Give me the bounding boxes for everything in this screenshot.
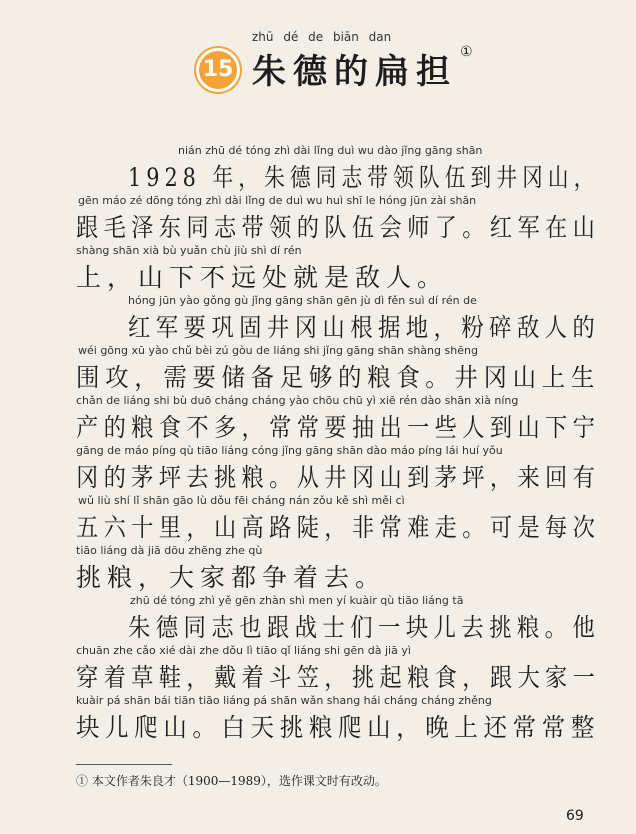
footnote-divider — [76, 764, 172, 765]
line-pinyin: kuàir pá shān bái tiān tiāo liáng pá shān wǎn shang hái cháng cháng zhěng — [76, 694, 492, 707]
line-pinyin: tiāo liáng dà jiā dōu zhēng zhe qù — [76, 544, 263, 557]
line-text: 围攻，需要储备足够的粮食。井冈山上生 — [76, 363, 600, 392]
line-text: 1928 年，朱德同志带领队伍到井冈山， — [128, 163, 600, 192]
line-text: 挑粮，大家都争着去。 — [76, 563, 387, 592]
line-text: 上，山下不远处就是敌人。 — [76, 263, 449, 292]
line-text: 块儿爬山。白天挑粮爬山，晚上还常常整 — [76, 713, 600, 742]
line-pinyin: hóng jūn yào gǒng gù jǐng gāng shān gēn jù dì fěn suì dí rén de — [128, 294, 477, 307]
text-line — [0, 394, 636, 444]
footnote: ① 本文作者朱良才（1900—1989），选作课文时有改动。 — [76, 774, 387, 788]
lesson-title: 朱德的扁担 — [252, 52, 457, 92]
text-line — [0, 344, 636, 394]
lesson-number-badge: 15 — [196, 48, 240, 92]
line-text: 产的粮食不多，常常要抽出一些人到山下宁 — [76, 413, 601, 442]
line-text: 跟毛泽东同志带领的队伍会师了。红军在山 — [76, 213, 601, 242]
line-pinyin: nián zhū dé tóng zhì dài lǐng duì wu dào jǐng gāng shān — [178, 144, 483, 157]
line-text: 冈的茅坪去挑粮。从井冈山到茅坪，来回有 — [76, 463, 601, 492]
line-pinyin: shàng shān xià bù yuǎn chù jiù shì dí rén — [76, 244, 302, 257]
line-text: 朱德同志也跟战士们一块儿去挑粮。他 — [128, 613, 601, 642]
text-line — [0, 644, 636, 694]
text-line — [0, 144, 636, 194]
line-text: 红军要巩固井冈山根据地，粉碎敌人的 — [128, 313, 601, 342]
line-pinyin: wǔ liù shí lǐ shān gāo lù dǒu fēi cháng nán zǒu kě shì měi cì — [78, 494, 405, 507]
line-pinyin: wéi gōng xū yào chǔ bèi zú gòu de liáng shi jǐng gāng shān shàng shēng — [78, 344, 478, 357]
text-line — [0, 544, 636, 594]
line-pinyin: gēn máo zé dōng tóng zhì dài lǐng de duì wu huì shī le hóng jūn zài shān — [78, 194, 477, 207]
line-pinyin: chuān zhe cǎo xié dài zhe dǒu lì tiāo qǐ liáng shi gēn dà jiā yì — [76, 644, 411, 657]
line-text: 穿着草鞋，戴着斗笠，挑起粮食，跟大家一 — [76, 663, 601, 692]
text-line — [0, 194, 636, 244]
text-line — [0, 594, 636, 644]
text-line — [0, 444, 636, 494]
line-pinyin: chǎn de liáng shi bù duō cháng cháng yào chōu chū yì xiē rén dào shān xià níng — [76, 394, 519, 407]
text-line — [0, 694, 636, 744]
page-number: 69 — [566, 808, 584, 824]
text-line — [0, 244, 636, 294]
lesson-title-block — [0, 0, 636, 100]
text-line — [0, 494, 636, 544]
title-footnote-marker: ① — [460, 44, 473, 60]
line-pinyin: zhū dé tóng zhì yě gēn zhàn shì men yí kuàir qù tiāo liáng tā — [130, 594, 464, 607]
title-pinyin: zhū dé de biān dan — [252, 30, 392, 44]
line-pinyin: gāng de máo píng qù tiāo liáng cóng jǐng gāng shān dào máo píng lái huí yǒu — [76, 444, 503, 457]
line-text: 五六十里，山高路陡，非常难走。可是每次 — [76, 513, 601, 542]
text-line — [0, 294, 636, 344]
